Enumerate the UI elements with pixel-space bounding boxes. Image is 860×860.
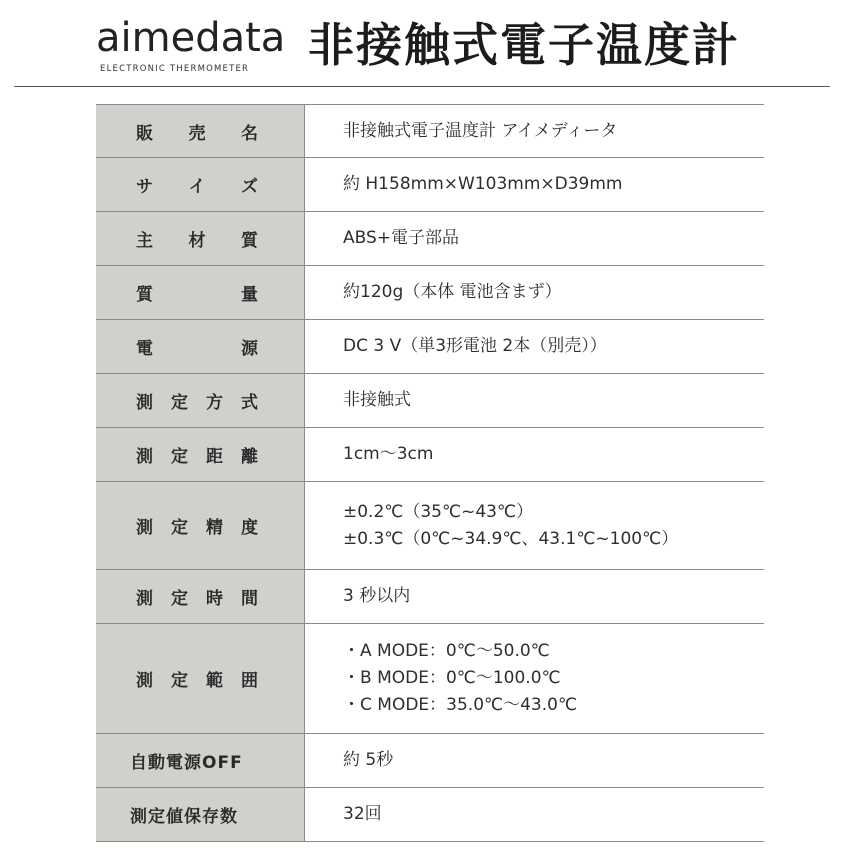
spec-label-cell (96, 734, 305, 787)
spec-value: 約 5秒 (343, 750, 394, 770)
spec-row-measure-range (96, 624, 764, 734)
spec-label-cell (96, 570, 305, 623)
spec-label-cell (96, 105, 305, 157)
spec-value: ±0.3℃（0℃~34.9℃、43.1℃~100℃） (343, 528, 679, 549)
spec-label-cell (96, 212, 305, 265)
logo-subtitle: ELECTRONIC THERMOMETER (100, 64, 250, 74)
spec-label: 販 売 名 (136, 123, 258, 144)
page-header (0, 0, 860, 86)
spec-value: ・C MODE：35.0℃〜43.0℃ (343, 695, 578, 715)
spec-label: 測 定 距 離 (136, 447, 258, 467)
spec-value-cell (305, 624, 764, 733)
spec-label: 電 源 (136, 339, 258, 359)
spec-value-cell (305, 320, 764, 373)
spec-value-cell (305, 734, 764, 787)
spec-value-cell (305, 105, 764, 157)
spec-row-measure-method (96, 374, 764, 428)
spec-value: 非接触式電子温度計 アイメディータ (343, 120, 618, 141)
spec-row-memory-count (96, 788, 764, 842)
spec-row-power (96, 320, 764, 374)
logo-wordmark: aimedata (96, 15, 286, 61)
spec-value: ・B MODE：0℃〜100.0℃ (343, 668, 561, 688)
spec-label: サ イ ズ (136, 177, 258, 197)
spec-label: 測 定 方 式 (136, 393, 258, 413)
spec-value-cell (305, 158, 764, 211)
spec-value: 非接触式 (343, 390, 411, 410)
spec-label-cell (96, 788, 305, 841)
spec-label-cell (96, 158, 305, 211)
spec-label: 主 材 質 (136, 231, 258, 251)
spec-value: 3 秒以内 (343, 586, 411, 606)
spec-value-cell (305, 212, 764, 265)
spec-label: 測 定 時 間 (136, 589, 258, 609)
spec-label-cell (96, 266, 305, 319)
header-divider (14, 86, 830, 87)
spec-value: DC 3 V（単3形電池 2本（別売）） (343, 336, 607, 356)
spec-value: 1cm〜3cm (343, 444, 434, 464)
spec-label-cell (96, 428, 305, 481)
spec-label: 質 量 (136, 285, 258, 305)
spec-value: ・A MODE：0℃〜50.0℃ (343, 641, 550, 661)
spec-row-measure-distance (96, 428, 764, 482)
spec-label: 測 定 範 囲 (136, 671, 258, 691)
spec-label: 測定値保存数 (130, 807, 238, 827)
spec-value-cell (305, 374, 764, 427)
spec-value: ABS+電子部品 (343, 228, 460, 248)
spec-row-auto-power-off (96, 734, 764, 788)
spec-label: 自動電源OFF (130, 753, 243, 773)
spec-value-cell (305, 428, 764, 481)
spec-value: ±0.2℃（35℃~43℃） (343, 501, 534, 522)
spec-value-cell (305, 788, 764, 841)
spec-row-size (96, 158, 764, 212)
spec-row-weight (96, 266, 764, 320)
spec-label-cell (96, 624, 305, 733)
spec-value: 32回 (343, 804, 382, 824)
spec-row-measure-time (96, 570, 764, 624)
spec-table (96, 104, 764, 842)
spec-value: 約 H158mm×W103mm×D39mm (343, 174, 623, 194)
spec-label-cell (96, 320, 305, 373)
brand-logo (96, 14, 296, 76)
spec-label-cell (96, 482, 305, 569)
spec-value-cell (305, 266, 764, 319)
spec-value-cell (305, 570, 764, 623)
page-title: 非接触式電子温度計 (308, 18, 740, 72)
spec-label: 測 定 精 度 (136, 518, 258, 538)
spec-value: 約120g（本体 電池含まず） (343, 282, 562, 302)
spec-row-product-name (96, 104, 764, 158)
spec-row-material (96, 212, 764, 266)
spec-label-cell (96, 374, 305, 427)
spec-value-cell (305, 482, 764, 569)
spec-row-measure-accuracy (96, 482, 764, 570)
